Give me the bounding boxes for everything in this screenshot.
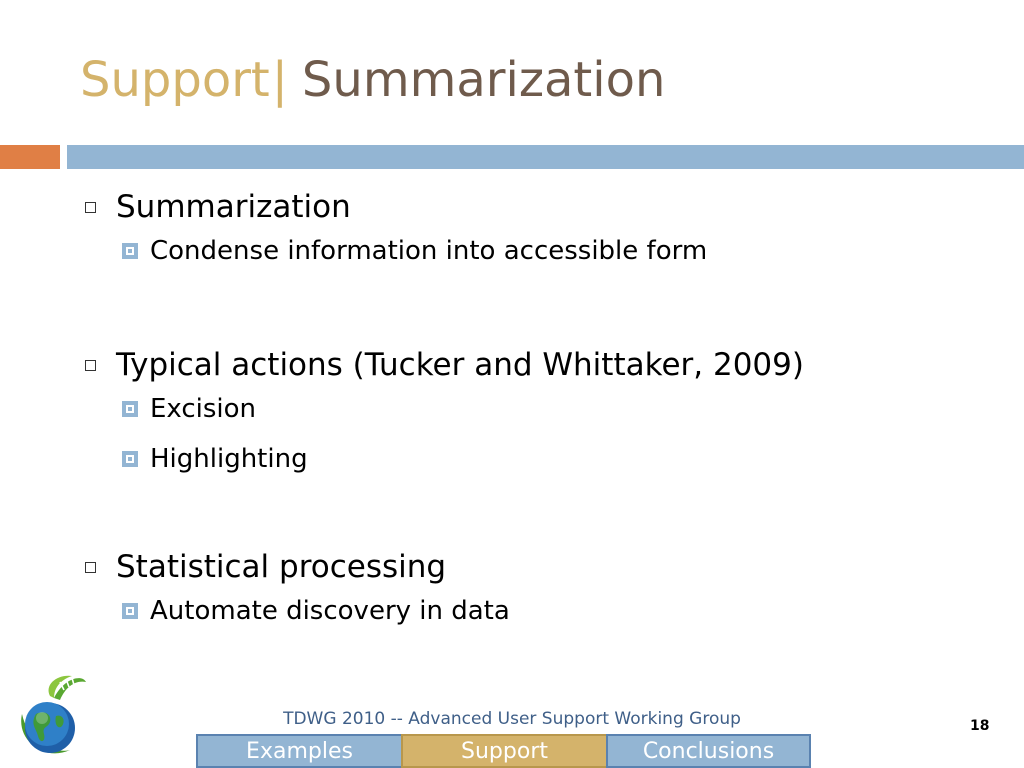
hollow-square-bullet-icon [85,360,96,371]
sub-bullet-text: Automate discovery in data [150,596,510,626]
nav-tab-examples[interactable]: Examples [196,734,401,768]
hollow-square-bullet-icon [85,562,96,573]
bullet-item [80,185,980,229]
sub-bullet-item [122,437,980,481]
page-number: 18 [970,718,990,734]
sub-bullet-item [122,589,980,633]
sub-bullet-item [122,387,980,431]
hollow-square-bullet-icon [85,202,96,213]
bullet-item [80,545,980,589]
title-section: Support [80,52,270,108]
bullet-item [80,343,980,387]
sub-bullet-text: Highlighting [150,444,308,474]
bullet-text: Typical actions (Tucker and Whittaker, 2009) [116,347,804,383]
filled-square-bullet-icon [122,401,138,417]
filled-square-bullet-icon [122,451,138,467]
nav-tab-conclusions[interactable]: Conclusions [606,734,811,768]
sub-bullet-text: Excision [150,394,257,424]
title-separator: | [271,52,288,108]
slide-title [80,52,665,110]
footer-text: TDWG 2010 -- Advanced User Support Working Group [283,709,741,729]
bullet-list [80,185,980,633]
bullet-text: Statistical processing [116,549,447,585]
accent-bar-orange [0,145,60,169]
filled-square-bullet-icon [122,243,138,259]
bullet-text: Summarization [116,189,351,225]
title-main: Summarization [301,52,666,108]
accent-bar-blue [67,145,1024,169]
filled-square-bullet-icon [122,603,138,619]
sub-bullet-item [122,229,980,273]
sub-bullet-text: Condense information into accessible form [150,236,708,266]
nav-tab-support[interactable]: Support [401,734,606,768]
section-nav [196,734,811,768]
